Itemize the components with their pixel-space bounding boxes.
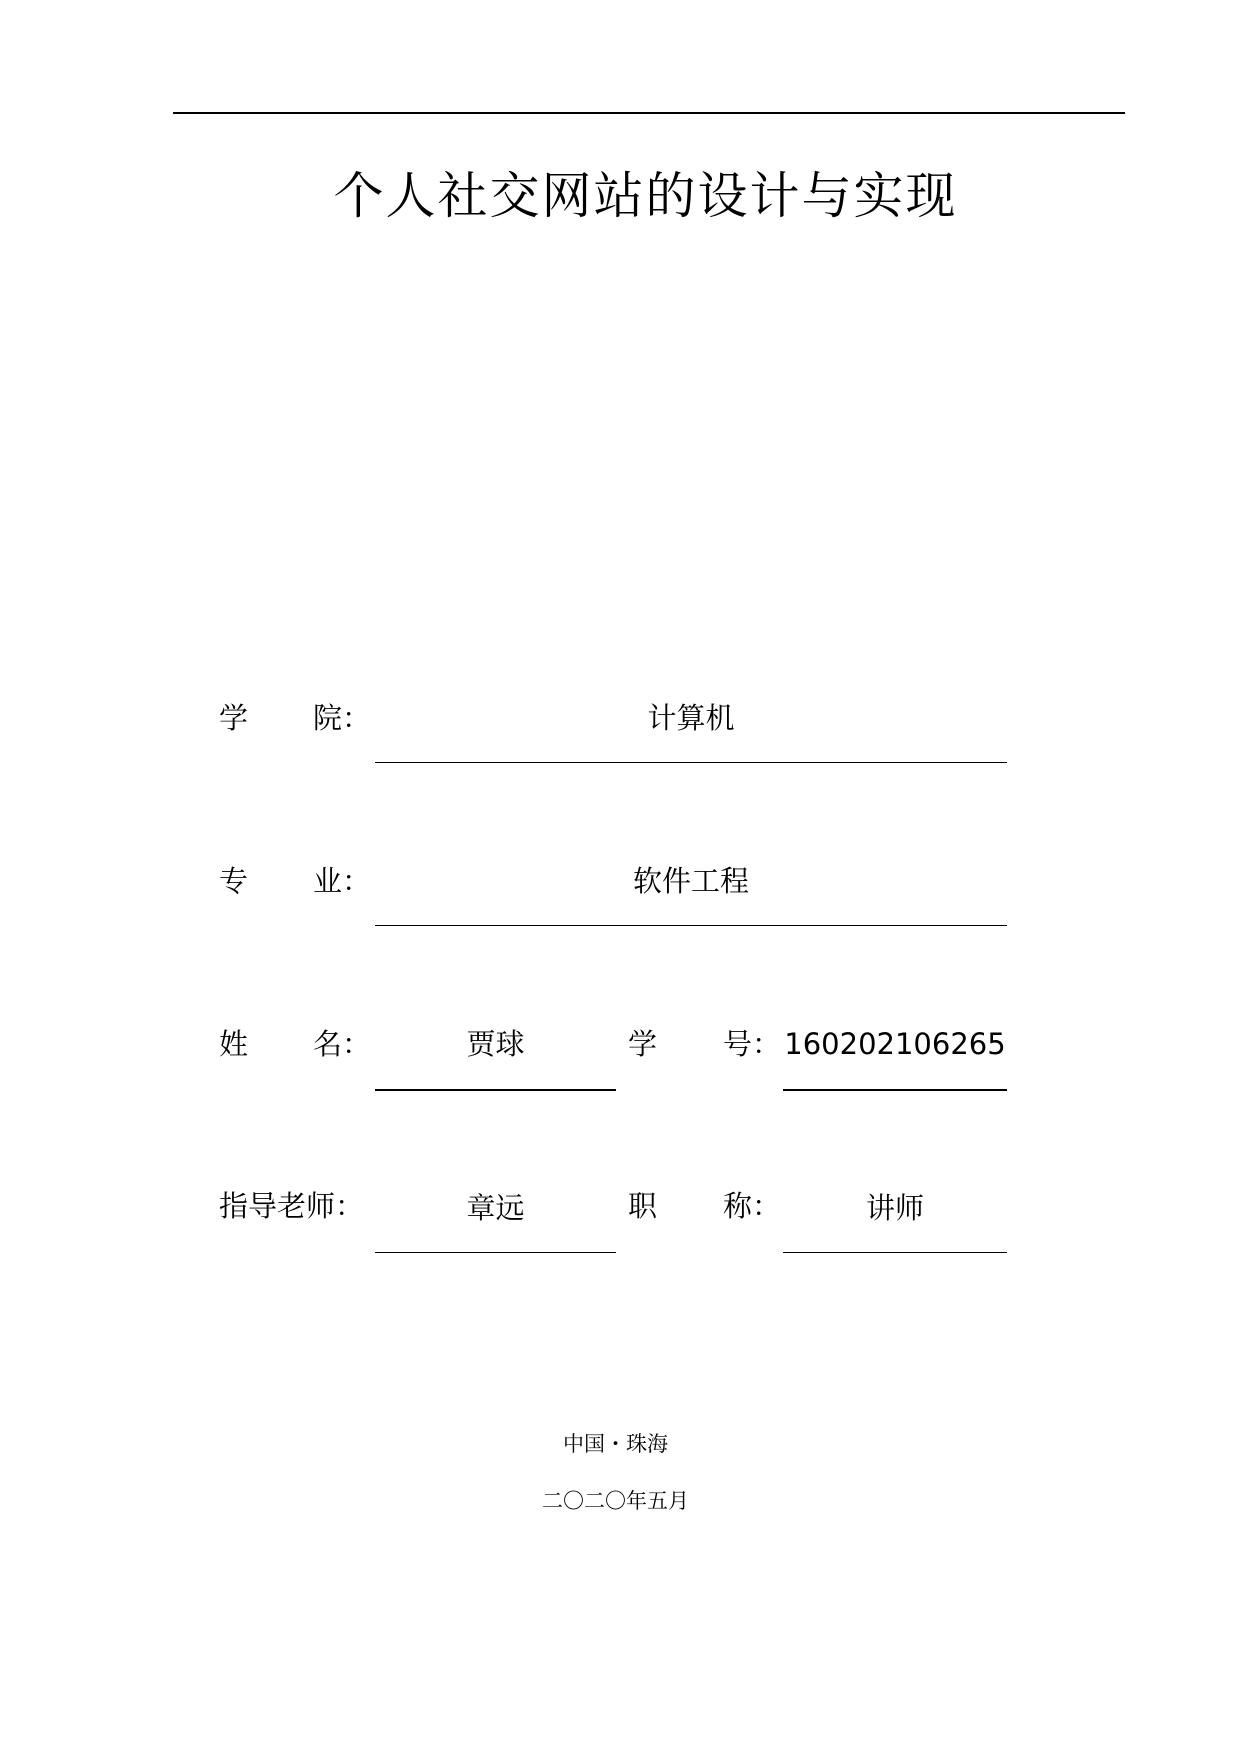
college-underline (375, 762, 1007, 763)
name-label-second: 名： (313, 1027, 372, 1061)
student-id-value: 160202106265 (784, 1027, 1006, 1061)
rank-underline (783, 1252, 1007, 1253)
major-label-first: 专 (219, 864, 249, 898)
name-label-first: 姓 (219, 1027, 249, 1061)
footer-date: 二〇二〇年五月 (542, 1489, 689, 1513)
college-label-second: 院： (313, 701, 372, 735)
major-label-second: 业： (313, 864, 372, 898)
advisor-underline (375, 1252, 616, 1253)
student-id-label-second: 号： (723, 1027, 782, 1061)
student-id-underline (783, 1089, 1007, 1091)
college-value: 计算机 (647, 701, 735, 735)
college-label-first: 学 (219, 701, 249, 735)
major-underline (375, 925, 1007, 926)
advisor-value: 章远 (466, 1191, 525, 1225)
student-id-label-first: 学 (628, 1027, 658, 1061)
header-rule (173, 112, 1125, 114)
rank-label-second: 称： (723, 1189, 782, 1223)
page-title: 个人社交网站的设计与实现 (333, 167, 958, 225)
name-underline (375, 1089, 616, 1091)
major-value: 软件工程 (632, 864, 749, 898)
rank-label-first: 职 (628, 1189, 658, 1223)
footer-location: 中国・珠海 (563, 1432, 668, 1456)
name-value: 贾球 (466, 1027, 525, 1061)
advisor-label: 指导老师： (219, 1189, 365, 1223)
rank-value: 讲师 (865, 1191, 924, 1225)
